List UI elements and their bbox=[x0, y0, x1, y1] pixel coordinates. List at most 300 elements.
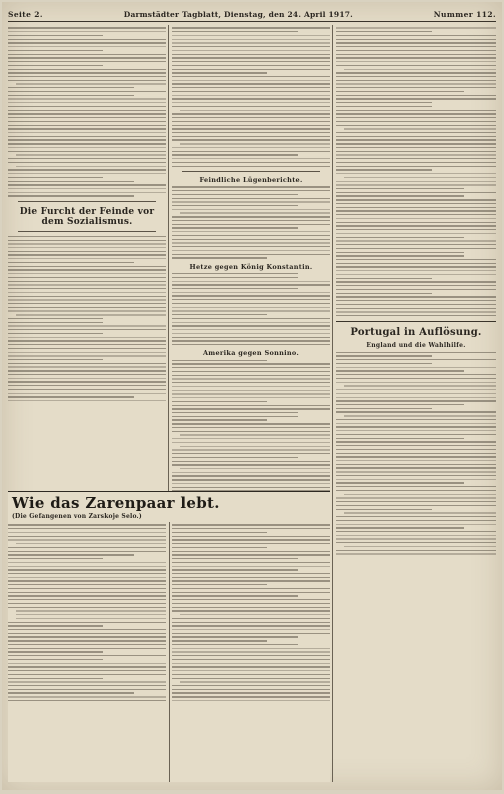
text-line bbox=[8, 700, 166, 701]
text-line bbox=[172, 337, 330, 338]
text-line bbox=[172, 666, 330, 667]
text-line bbox=[172, 216, 330, 217]
text-line bbox=[336, 244, 496, 245]
text-line bbox=[336, 229, 496, 230]
text-line bbox=[336, 154, 496, 155]
text-line bbox=[336, 419, 496, 420]
text-line bbox=[336, 98, 496, 99]
text-line bbox=[336, 31, 432, 32]
article-text bbox=[172, 27, 330, 166]
text-line bbox=[336, 367, 496, 368]
text-line bbox=[8, 640, 166, 641]
text-line bbox=[336, 434, 496, 435]
text-line bbox=[172, 166, 330, 167]
article-headline: Amerika gegen Sonnino. bbox=[202, 349, 300, 358]
text-line bbox=[8, 603, 166, 604]
text-line bbox=[172, 299, 330, 300]
text-line bbox=[8, 91, 166, 92]
text-line bbox=[336, 370, 464, 371]
text-line bbox=[336, 475, 496, 476]
text-line bbox=[336, 39, 496, 40]
text-line bbox=[8, 303, 166, 304]
text-line bbox=[172, 607, 330, 608]
text-line bbox=[180, 468, 330, 469]
text-line bbox=[336, 192, 496, 193]
text-line bbox=[180, 212, 330, 213]
text-line bbox=[336, 315, 496, 316]
text-line bbox=[336, 497, 496, 498]
text-line bbox=[172, 412, 298, 413]
text-line bbox=[336, 553, 496, 554]
text-line bbox=[16, 618, 166, 619]
text-line bbox=[172, 524, 330, 525]
text-line bbox=[336, 225, 496, 226]
feature-article bbox=[8, 491, 330, 782]
text-line bbox=[172, 655, 330, 656]
text-line bbox=[8, 389, 166, 390]
text-line bbox=[16, 543, 166, 544]
text-line bbox=[8, 195, 134, 196]
text-line bbox=[172, 227, 298, 228]
text-line bbox=[336, 222, 496, 223]
text-line bbox=[172, 584, 267, 585]
text-line bbox=[336, 289, 496, 290]
text-line bbox=[172, 536, 330, 537]
text-line bbox=[172, 633, 330, 634]
text-line bbox=[8, 110, 166, 111]
text-line bbox=[8, 393, 166, 394]
text-line bbox=[8, 607, 166, 608]
text-line bbox=[8, 681, 166, 682]
text-line bbox=[172, 80, 330, 81]
text-line bbox=[8, 539, 166, 540]
text-line bbox=[336, 538, 496, 539]
text-line bbox=[8, 80, 166, 81]
text-line bbox=[172, 106, 330, 107]
article-headline: Die Furcht der Feinde vor dem Sozialismus. bbox=[19, 206, 155, 227]
text-line bbox=[8, 147, 166, 148]
text-line bbox=[172, 231, 330, 232]
text-line bbox=[16, 83, 166, 84]
column-3 bbox=[336, 25, 496, 782]
text-line bbox=[336, 143, 496, 144]
text-line bbox=[336, 438, 464, 439]
text-line bbox=[172, 69, 330, 70]
text-line bbox=[8, 648, 166, 649]
text-line bbox=[336, 441, 496, 442]
feature-column-right bbox=[172, 522, 330, 782]
text-line bbox=[336, 117, 496, 118]
text-line bbox=[172, 461, 330, 462]
text-line bbox=[336, 453, 496, 454]
text-line bbox=[8, 254, 166, 255]
text-line bbox=[8, 299, 166, 300]
text-line bbox=[172, 363, 330, 364]
text-line bbox=[8, 113, 166, 114]
text-line bbox=[172, 292, 330, 293]
text-line bbox=[172, 295, 330, 296]
text-line bbox=[172, 314, 267, 315]
text-line bbox=[336, 535, 496, 536]
text-line bbox=[8, 629, 166, 630]
text-line bbox=[172, 186, 330, 187]
newspaper-page bbox=[2, 2, 502, 790]
text-line bbox=[172, 333, 330, 334]
text-line bbox=[172, 360, 267, 361]
text-line bbox=[8, 39, 166, 40]
text-line bbox=[172, 61, 330, 62]
text-line bbox=[336, 374, 496, 375]
text-line bbox=[180, 681, 330, 682]
text-line bbox=[172, 618, 330, 619]
text-line bbox=[8, 322, 103, 323]
text-line bbox=[8, 61, 166, 62]
text-line bbox=[172, 700, 330, 701]
text-line bbox=[180, 614, 330, 615]
text-line bbox=[336, 151, 496, 152]
text-line bbox=[336, 281, 496, 282]
text-line bbox=[8, 569, 166, 570]
text-line bbox=[344, 494, 496, 495]
text-line bbox=[8, 333, 103, 334]
text-line bbox=[8, 663, 166, 664]
text-line bbox=[8, 359, 103, 360]
text-line bbox=[172, 427, 330, 428]
text-line bbox=[8, 689, 166, 690]
text-line bbox=[336, 382, 496, 383]
text-line bbox=[8, 396, 134, 397]
article-text bbox=[8, 27, 166, 196]
text-line bbox=[172, 136, 330, 137]
text-line bbox=[172, 284, 330, 285]
text-line bbox=[336, 136, 496, 137]
text-line bbox=[8, 76, 166, 77]
text-line bbox=[8, 240, 166, 241]
text-line bbox=[336, 76, 496, 77]
text-line bbox=[8, 532, 166, 533]
text-line bbox=[336, 524, 496, 525]
text-line bbox=[172, 322, 330, 323]
text-line bbox=[172, 532, 267, 533]
text-line bbox=[8, 106, 166, 107]
text-line bbox=[172, 386, 330, 387]
text-line bbox=[172, 588, 330, 589]
text-line bbox=[172, 162, 330, 163]
text-line bbox=[336, 430, 496, 431]
text-line bbox=[8, 554, 134, 555]
text-line bbox=[172, 592, 330, 593]
text-line bbox=[336, 207, 496, 208]
text-line bbox=[172, 644, 298, 645]
text-line bbox=[336, 482, 464, 483]
text-line bbox=[8, 31, 166, 32]
text-line bbox=[8, 65, 103, 66]
text-line bbox=[172, 378, 330, 379]
article-text bbox=[336, 352, 496, 555]
text-line bbox=[172, 76, 330, 77]
text-line bbox=[8, 50, 103, 51]
text-line bbox=[336, 467, 496, 468]
column-rule bbox=[169, 522, 170, 782]
text-line bbox=[8, 273, 166, 274]
text-line bbox=[8, 35, 103, 36]
text-line bbox=[344, 128, 496, 129]
text-line bbox=[172, 121, 330, 122]
text-line bbox=[336, 400, 496, 401]
text-line bbox=[8, 288, 166, 289]
text-line bbox=[336, 304, 496, 305]
text-line bbox=[172, 670, 330, 671]
text-line bbox=[336, 214, 496, 215]
text-line bbox=[336, 308, 496, 309]
text-line bbox=[172, 139, 330, 140]
text-line bbox=[172, 318, 330, 319]
text-line bbox=[172, 692, 330, 693]
text-line bbox=[172, 562, 330, 563]
text-line bbox=[172, 390, 330, 391]
text-line bbox=[16, 314, 166, 315]
text-line bbox=[336, 50, 496, 51]
article-subheadline: England und die Wahlhilfe. bbox=[366, 342, 466, 350]
text-line bbox=[172, 663, 330, 664]
text-line bbox=[8, 329, 166, 330]
masthead-dateline: Darmstädter Tagblatt, Dienstag, den 24. April 1917. bbox=[123, 9, 353, 19]
text-line bbox=[8, 355, 166, 356]
text-line bbox=[172, 125, 330, 126]
text-line bbox=[336, 72, 496, 73]
text-line bbox=[336, 83, 496, 84]
text-line bbox=[172, 472, 330, 473]
text-line bbox=[172, 464, 330, 465]
text-line bbox=[336, 516, 496, 517]
text-line bbox=[336, 263, 496, 264]
text-line bbox=[8, 251, 166, 252]
text-line bbox=[336, 397, 496, 398]
text-line bbox=[172, 132, 330, 133]
text-line bbox=[8, 307, 166, 308]
text-line bbox=[8, 98, 166, 99]
text-line bbox=[8, 87, 134, 88]
text-line bbox=[8, 292, 166, 293]
text-line bbox=[336, 125, 496, 126]
text-line bbox=[172, 453, 330, 454]
text-line bbox=[8, 692, 134, 693]
text-line bbox=[8, 158, 166, 159]
text-line bbox=[8, 284, 166, 285]
text-line bbox=[172, 246, 330, 247]
text-line bbox=[336, 188, 464, 189]
text-line bbox=[172, 595, 298, 596]
text-line bbox=[336, 274, 496, 275]
text-line bbox=[172, 603, 330, 604]
article-headline: Hetze gegen König Konstantin. bbox=[189, 262, 313, 271]
text-line bbox=[8, 536, 166, 537]
text-line bbox=[172, 416, 298, 417]
text-line bbox=[336, 445, 496, 446]
text-line bbox=[172, 220, 330, 221]
text-line bbox=[8, 247, 166, 248]
text-line bbox=[336, 132, 496, 133]
text-line bbox=[172, 405, 330, 406]
text-line bbox=[172, 102, 330, 103]
text-line bbox=[172, 224, 330, 225]
text-line bbox=[172, 375, 330, 376]
article-text bbox=[336, 27, 496, 316]
text-line bbox=[8, 348, 166, 349]
text-line bbox=[172, 257, 267, 258]
text-line bbox=[8, 577, 166, 578]
text-line bbox=[336, 311, 496, 312]
text-line bbox=[172, 250, 330, 251]
text-line bbox=[8, 551, 166, 552]
text-line bbox=[336, 527, 464, 528]
text-line bbox=[172, 539, 330, 540]
text-line bbox=[172, 371, 330, 372]
text-line bbox=[8, 177, 103, 178]
text-line bbox=[344, 177, 496, 178]
text-line bbox=[336, 218, 496, 219]
text-line bbox=[172, 325, 330, 326]
text-line bbox=[16, 166, 166, 167]
text-line bbox=[172, 382, 330, 383]
text-line bbox=[8, 400, 166, 401]
text-line bbox=[8, 151, 166, 152]
text-line bbox=[172, 438, 330, 439]
text-line bbox=[336, 293, 432, 294]
text-line bbox=[172, 442, 330, 443]
text-line bbox=[336, 162, 496, 163]
text-line bbox=[8, 547, 166, 548]
text-line bbox=[172, 547, 267, 548]
text-line bbox=[172, 27, 330, 28]
text-line bbox=[8, 243, 166, 244]
text-line bbox=[8, 121, 166, 122]
text-line bbox=[336, 389, 496, 390]
text-line bbox=[172, 190, 330, 191]
text-line bbox=[336, 509, 432, 510]
text-line bbox=[172, 273, 298, 274]
text-line bbox=[8, 562, 166, 563]
text-line bbox=[336, 352, 496, 353]
text-line bbox=[172, 558, 298, 559]
text-line bbox=[172, 573, 330, 574]
text-line bbox=[8, 57, 166, 58]
text-line bbox=[172, 479, 330, 480]
text-line bbox=[172, 310, 330, 311]
text-line bbox=[336, 456, 496, 457]
text-line bbox=[336, 199, 496, 200]
text-line bbox=[172, 42, 330, 43]
text-line bbox=[336, 102, 432, 103]
text-line bbox=[336, 460, 496, 461]
text-line bbox=[8, 54, 166, 55]
text-line bbox=[8, 580, 166, 581]
text-line bbox=[336, 65, 496, 66]
text-line bbox=[336, 61, 496, 62]
text-line bbox=[180, 143, 330, 144]
text-line bbox=[336, 359, 496, 360]
text-line bbox=[8, 27, 166, 28]
text-line bbox=[180, 434, 330, 435]
text-line bbox=[8, 169, 166, 170]
feature-column-left bbox=[8, 522, 166, 782]
text-line bbox=[172, 235, 330, 236]
text-line bbox=[336, 184, 496, 185]
text-line bbox=[172, 580, 330, 581]
text-line bbox=[8, 337, 166, 338]
text-line bbox=[8, 184, 166, 185]
text-line bbox=[172, 65, 330, 66]
text-line bbox=[172, 307, 330, 308]
text-line bbox=[336, 80, 496, 81]
text-line bbox=[8, 325, 166, 326]
text-line bbox=[336, 46, 496, 47]
text-line bbox=[336, 355, 432, 356]
text-line bbox=[8, 378, 166, 379]
text-line bbox=[8, 651, 103, 652]
text-line bbox=[172, 83, 330, 84]
text-line bbox=[336, 255, 464, 256]
text-line bbox=[172, 72, 267, 73]
text-line bbox=[172, 151, 330, 152]
text-line bbox=[172, 117, 330, 118]
text-line bbox=[172, 198, 330, 199]
text-line bbox=[172, 640, 267, 641]
text-line bbox=[8, 281, 166, 282]
text-line bbox=[8, 592, 166, 593]
text-line bbox=[172, 431, 330, 432]
divider bbox=[18, 201, 156, 202]
text-line bbox=[336, 237, 464, 238]
text-line bbox=[172, 610, 330, 611]
text-line bbox=[336, 195, 464, 196]
article-text bbox=[8, 236, 166, 402]
text-line bbox=[336, 278, 432, 279]
text-line bbox=[336, 54, 496, 55]
text-line bbox=[172, 566, 330, 567]
text-line bbox=[172, 393, 330, 394]
text-line bbox=[172, 685, 330, 686]
text-line bbox=[172, 397, 330, 398]
text-line bbox=[172, 528, 330, 529]
text-line bbox=[336, 531, 496, 532]
divider bbox=[18, 231, 156, 232]
text-line bbox=[172, 239, 330, 240]
text-line bbox=[8, 128, 166, 129]
text-line bbox=[8, 173, 166, 174]
text-line bbox=[172, 154, 298, 155]
text-line bbox=[336, 300, 496, 301]
text-line bbox=[8, 370, 166, 371]
text-line bbox=[172, 281, 330, 282]
text-line bbox=[344, 512, 496, 513]
text-line bbox=[8, 181, 134, 182]
text-line bbox=[8, 117, 166, 118]
article-text bbox=[172, 273, 330, 345]
text-line bbox=[180, 446, 330, 447]
text-line bbox=[8, 46, 166, 47]
text-line bbox=[336, 542, 496, 543]
text-line bbox=[172, 636, 298, 637]
text-line bbox=[172, 209, 330, 210]
text-line bbox=[336, 139, 496, 140]
text-line bbox=[336, 252, 464, 253]
divider bbox=[336, 321, 496, 322]
text-line bbox=[336, 426, 496, 427]
text-line bbox=[8, 366, 166, 367]
text-line bbox=[8, 599, 166, 600]
text-line bbox=[336, 520, 496, 521]
